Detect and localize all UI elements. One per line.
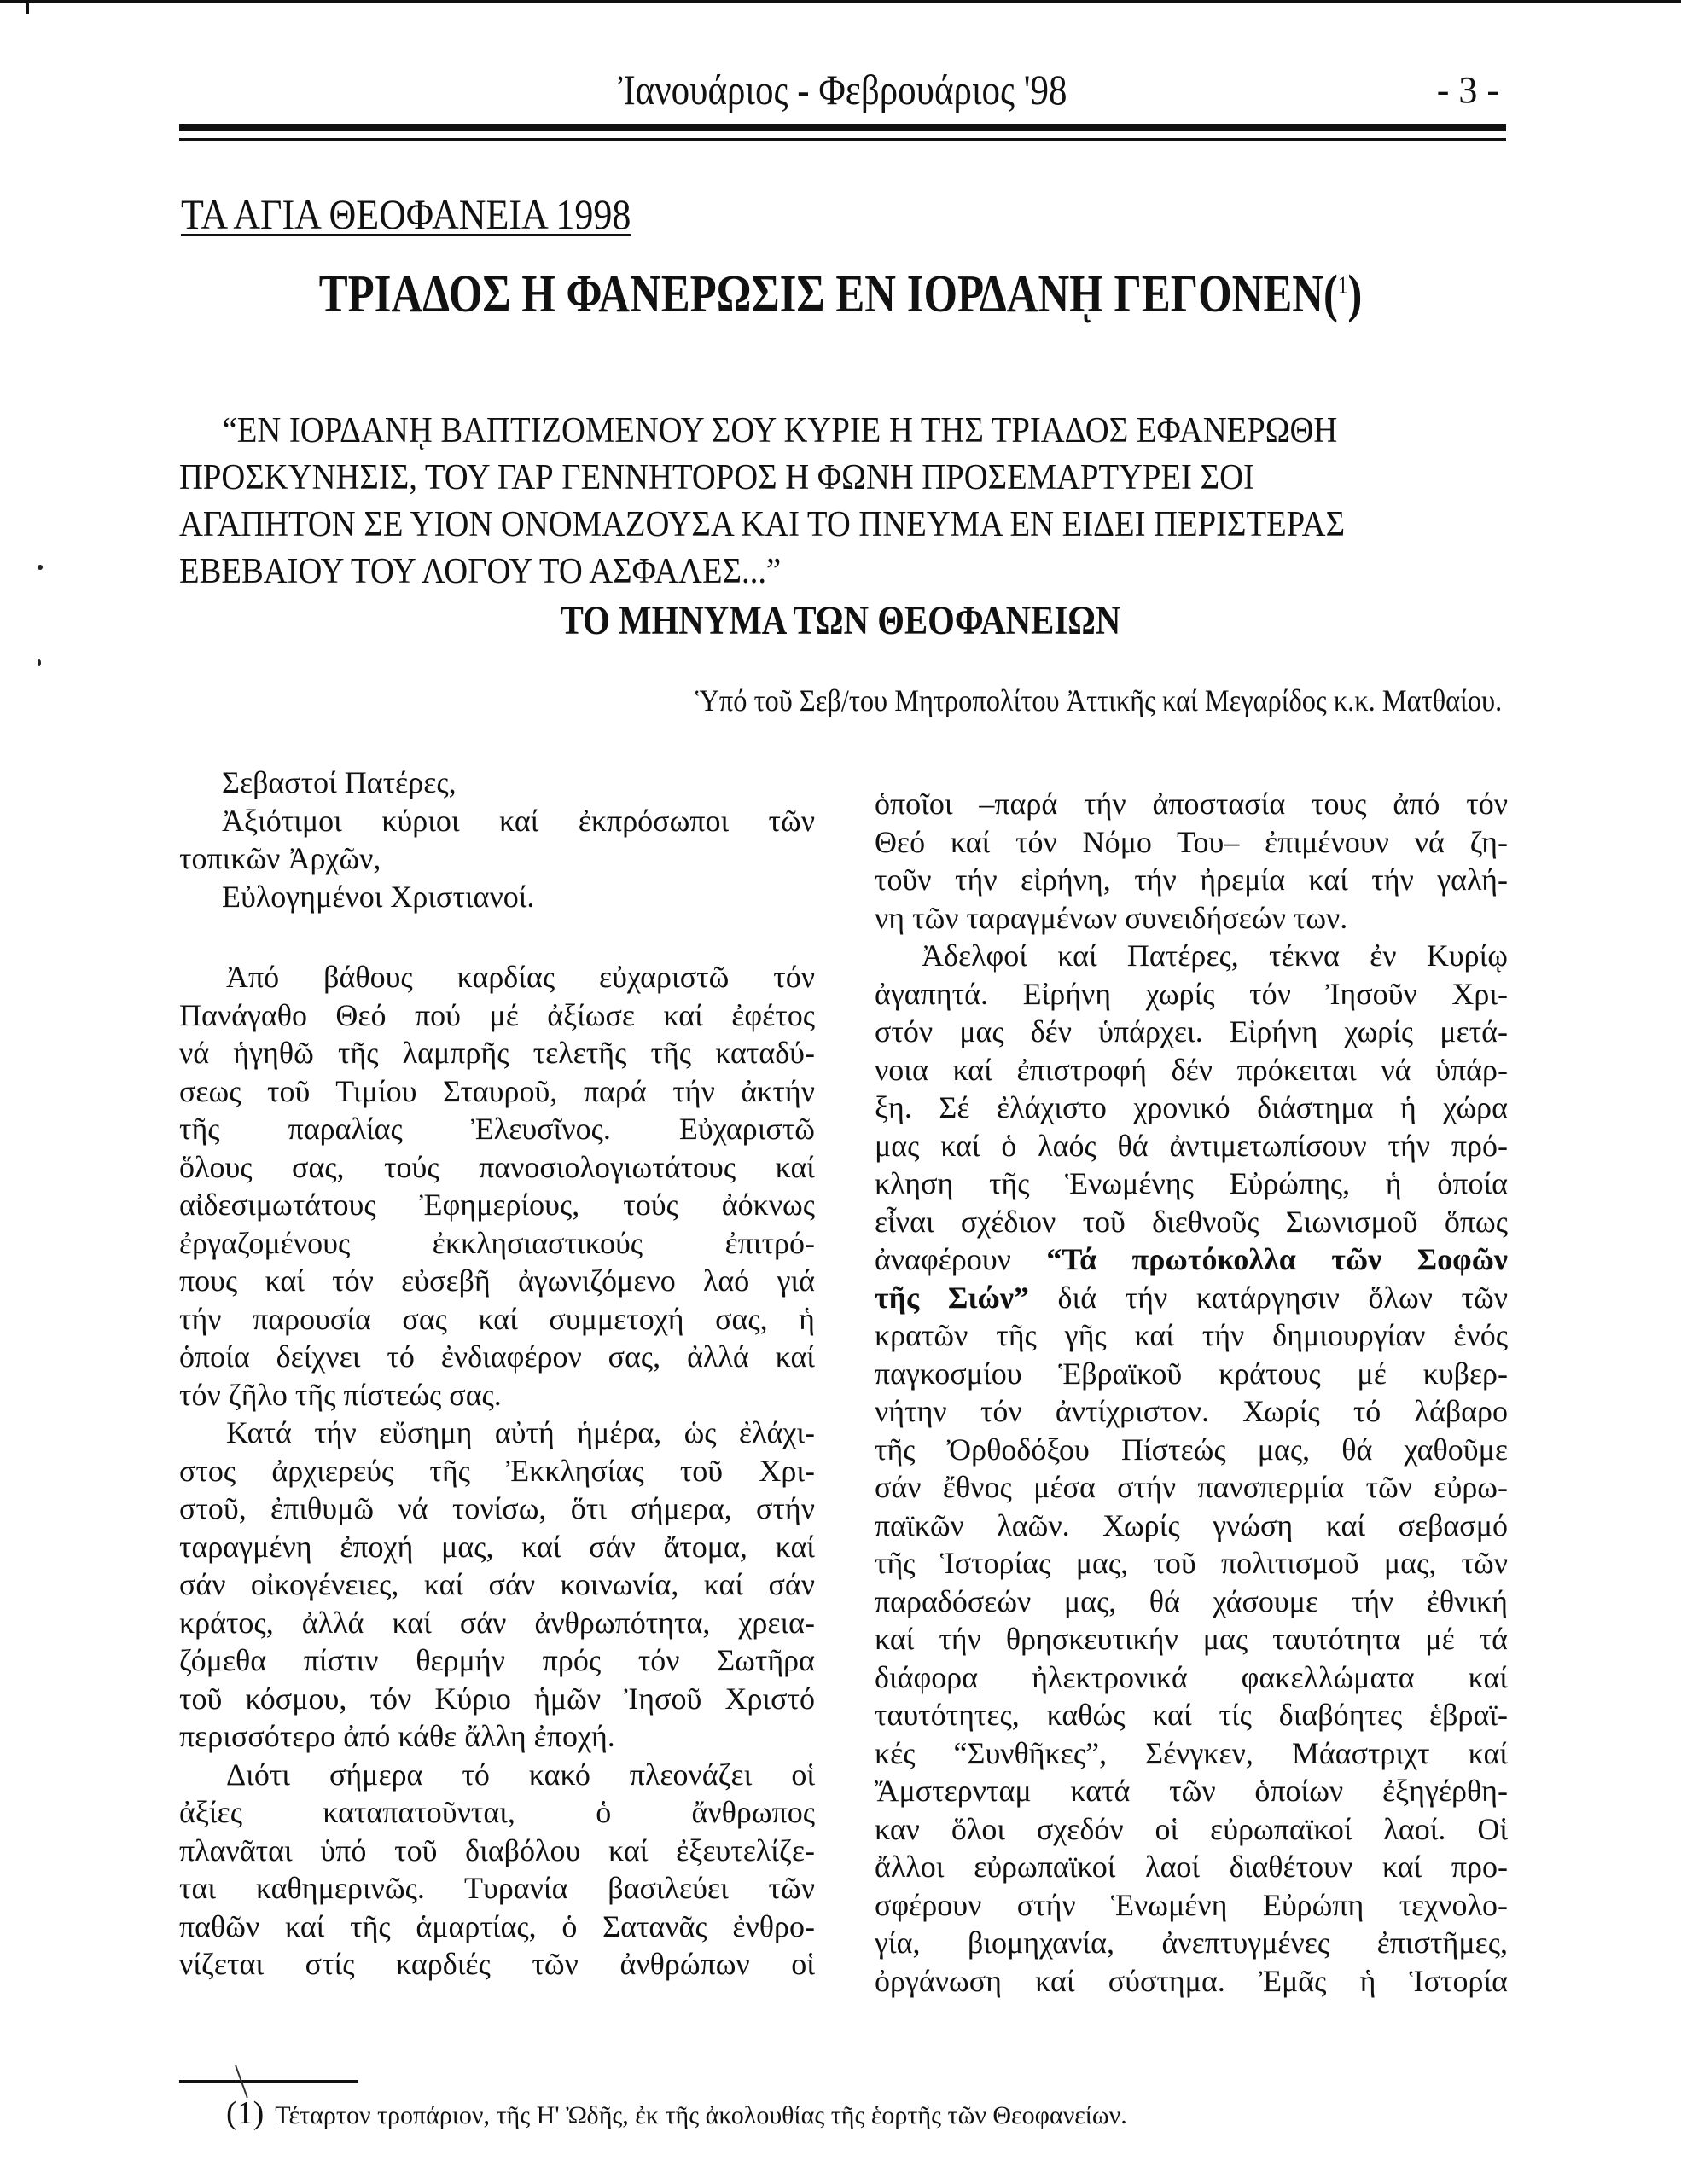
body-line: νήτην τόν ἀντίχριστον. Χωρίς τό λάβαρο	[875, 1394, 1508, 1428]
body-line: μας καί ὁ λαός θά ἀντιμετωπίσουν τήν πρό-	[875, 1128, 1508, 1163]
hymn-line: ΠΡΟΣΚΥΝΗΣΙΣ, ΤΟΥ ΓΑΡ ΓΕΝΝΗΤΟΡΟΣ Η ΦΩΝΗ ΠΡΟΣΕΜΑΡΤΥΡΕΙ ΣΟΙ	[179, 458, 1254, 497]
body-line: κρατῶν τῆς γῆς καί τήν δημιουργίαν ἑνός	[875, 1318, 1508, 1352]
body-line	[875, 1240, 1508, 1279]
body-line: σάν ἔθνος μέσα στήν πανσπερμία τῶν εὐρω-	[875, 1470, 1508, 1504]
body-line: πους καί τόν εὐσεβῆ ἀγωνιζόμενο λαό γιά	[179, 1263, 815, 1298]
body-line: Πανάγαθο Θεό πού μέ ἀξίωσε καί ἐφέτος	[179, 997, 815, 1032]
body-line: καί τήν θρησκευτικήν μας ταυτότητα μέ τά	[875, 1622, 1508, 1656]
body-line: παραδόσεών μας, θά χάσουμε τήν ἐθνική	[875, 1583, 1508, 1618]
body-line: στος ἀρχιερεύς τῆς Ἐκκλησίας τοῦ Χρι-	[179, 1453, 815, 1488]
body-line: τῆς Ὀρθοδόξου Πίστεώς μας, θά χαθοῦμε	[875, 1432, 1508, 1467]
hymn-quote	[179, 408, 1506, 595]
body-text: ἀναφέρουν	[875, 1242, 1047, 1276]
body-line: διάφορα ἠλεκτρονικά φακελλώματα καί	[875, 1659, 1508, 1694]
body-line: νά ἡγηθῶ τῆς λαμπρῆς τελετῆς τῆς καταδύ-	[179, 1036, 815, 1070]
body-line: ξη. Σέ ἐλάχιστο χρονικό διάστημα ἡ χώρα	[875, 1090, 1508, 1124]
body-line: νίζεται στίς καρδιές τῶν ἀνθρώπων οἱ	[179, 1947, 815, 1981]
running-header	[179, 65, 1506, 116]
body-line: Ἄμστερνταμ κατά τῶν ὁποίων ἐξηγέρθη-	[875, 1774, 1508, 1808]
body-line: γία, βιομηχανία, ἀνεπτυγμένες ἐπιστῆμες,	[875, 1926, 1508, 1960]
body-line: ὁποῖοι –παρά τήν ἀποστασία τους ἀπό τόν	[875, 787, 1508, 821]
scan-edge-artifact	[0, 0, 1681, 3]
body-line: σφέρουν στήν Ἑνωμένη Εὐρώπη τεχνολο-	[875, 1887, 1508, 1922]
bold-title-reference: “Τά πρωτόκολλα τῶν Σοφῶν	[1046, 1242, 1508, 1276]
body-line: Θεό καί τόν Νόμο Του– ἐπιμένουν νά ζη-	[875, 824, 1508, 859]
section-kicker: ΤΑ ΑΓΙΑ ΘΕΟΦΑΝΕΙΑ 1998	[181, 190, 631, 238]
body-line: ται καθημερινῶς. Τυρανία βασιλεύει τῶν	[179, 1871, 815, 1905]
body-line: καν ὅλοι σχεδόν οἱ εὐρωπαϊκοί λαοί. Οἱ	[875, 1811, 1508, 1846]
left-column	[179, 764, 815, 1984]
subheading: ΤΟ ΜΗΝΥΜΑ ΤΩΝ ΘΕΟΦΑΝΕΙΩΝ	[560, 598, 1121, 643]
body-line: κές “Συνθῆκες”, Σένγκεν, Μάαστριχτ καί	[875, 1735, 1508, 1770]
body-line: τῆς Ἱστορίας μας, τοῦ πολιτισμοῦ μας, τῶν	[875, 1546, 1508, 1580]
body-line: τοῦ κόσμου, τόν Κύριο ἡμῶν Ἰησοῦ Χριστό	[179, 1681, 815, 1716]
body-line: αἰδεσιμωτάτους Ἐφημερίους, τούς ἀόκνως	[179, 1188, 815, 1222]
body-line: κληση τῆς Ἑνωμένης Εὐρώπης, ἡ ὁποία	[875, 1166, 1508, 1200]
body-line: ζόμεθα πίστιν θερμήν πρός τόν Σωτῆρα	[179, 1643, 815, 1677]
right-body	[875, 785, 1508, 2000]
body-line: Διότι σήμερα τό κακό πλεονάζει οἱ	[226, 1757, 815, 1792]
body-line: ὅλους σας, τούς πανοσιολογιωτάτους καί	[179, 1149, 815, 1184]
footnote-ref: 1	[1337, 272, 1348, 299]
body-line: κράτος, ἀλλά καί σάν ἀνθρωπότητα, χρεια-	[179, 1605, 815, 1640]
footnote-text: Τέταρτον τροπάριον, τῆς Η' Ὠδῆς, ἐκ τῆς ἀκολουθίας τῆς ἑορτῆς τῶν Θεοφανείων.	[275, 2101, 1127, 2129]
body-line: ὀργάνωση καί σύστημα. Ἐμᾶς ἡ Ἱστορία	[875, 1963, 1508, 1998]
body-line: τῆς παραλίας Ἐλευσῖνος. Εὐχαριστῶ	[179, 1112, 815, 1146]
hymn-line: ΑΓΑΠΗΤΟΝ ΣΕ ΥΙΟΝ ΟΝΟΜΑΖΟΥΣΑ ΚΑΙ ΤΟ ΠΝΕΥΜΑ ΕΝ ΕΙΔΕΙ ΠΕΡΙΣΤΕΡΑΣ	[179, 505, 1346, 544]
greeting-line: τοπικῶν Ἀρχῶν,	[179, 841, 381, 875]
body-line: τήν παρουσία σας καί συμμετοχή σας, ἡ	[179, 1301, 815, 1336]
article-title	[151, 264, 1529, 325]
body-line: παϊκῶν λαῶν. Χωρίς γνώση καί σεβασμό	[875, 1507, 1508, 1542]
body-line: σεως τοῦ Τιμίου Σταυροῦ, παρά τήν ἀκτήν	[179, 1073, 815, 1108]
body-line: στόν μας δέν ὑπάρχει. Εἰρήνη χωρίς μετά-	[875, 1014, 1508, 1048]
greeting-line: Σεβαστοί Πατέρες,	[222, 765, 457, 799]
body-text: διά τήν κατάργησιν ὅλων τῶν	[1028, 1280, 1509, 1315]
article-title-text: ΤΡΙΑΔΟΣ Η ΦΑΝΕΡΩΣΙΣ ΕΝ ΙΟΡΔΑΝῌ ΓΕΓΟΝΕΝ(	[318, 265, 1338, 323]
scan-speck	[38, 565, 43, 570]
body-line: Κατά τήν εὔσημη αὐτή ἡμέρα, ὡς ἐλάχι-	[226, 1415, 815, 1449]
body-line: σάν οἰκογένειες, καί σάν κοινωνία, καί σάν	[179, 1567, 815, 1601]
body-line: νοια καί ἐπιστροφή δέν πρόκειται νά ὑπάρ-	[875, 1052, 1508, 1087]
body-line: τοῦν τήν εἰρήνη, τήν ἠρεμία καί τήν γαλή-	[875, 863, 1508, 897]
body-line: ἐργαζομένους ἐκκλησιαστικούς ἐπιτρό-	[179, 1225, 815, 1260]
hymn-line: ΕΒΕΒΑΙΟΥ ΤΟΥ ΛΟΓΟΥ ΤΟ ΑΣΦΑΛΕΣ...”	[179, 552, 782, 591]
left-body	[179, 958, 815, 1984]
greeting-line: Εὐλογημένοι Χριστιανοί.	[222, 879, 535, 914]
body-line: παθῶν καί τῆς ἁμαρτίας, ὁ Σατανᾶς ἐνθρο-	[179, 1908, 815, 1943]
body-line: παγκοσμίου Ἑβραϊκοῦ κράτους μέ κυβερ-	[875, 1356, 1508, 1391]
body-line: εἶναι σχέδιον τοῦ διεθνοῦς Σιωνισμοῦ ὅπως	[875, 1204, 1508, 1239]
footnote-rule	[179, 2080, 358, 2083]
body-line: νη τῶν ταραγμένων συνειδήσεών των.	[875, 900, 1348, 935]
body-line: ὁποία δείχνει τό ἐνδιαφέρον σας, ἀλλά καί	[179, 1339, 815, 1374]
issue-date: Ἰανουάριος - Φεβρουάριος '98	[618, 66, 1067, 113]
body-line	[875, 1279, 1508, 1317]
scan-speck	[38, 659, 41, 666]
greeting-line: Ἀξιότιμοι κύριοι καί ἐκπρόσωποι τῶν	[222, 803, 815, 838]
byline: Ὑπό τοῦ Σεβ/του Μητροπολίτου Ἀττικῆς καί Μεγαρίδος κ.κ. Ματθαίου.	[695, 683, 1502, 717]
right-column	[875, 785, 1508, 2000]
bold-title-reference: τῆς Σιών”	[875, 1280, 1029, 1315]
body-line: ἀξίες καταπατοῦνται, ὁ ἄνθρωπος	[179, 1795, 815, 1829]
article-title-close: )	[1347, 265, 1363, 323]
page-number: - 3 -	[1436, 69, 1499, 111]
body-line: Ἀδελφοί καί Πατέρες, τέκνα ἐν Κυρίῳ	[922, 938, 1508, 973]
hymn-line: “ΕΝ ΙΟΡΔΑΝῌ ΒΑΠΤΙΖΟΜΕΝΟΥ ΣΟΥ ΚΥΡΙΕ Η ΤΗΣ ΤΡΙΑΔΟΣ ΕΦΑΝΕΡΩΘΗ	[222, 411, 1338, 450]
body-line: ταυτότητες, καθώς καί τίς διαβόητες ἑβραϊ-	[875, 1698, 1508, 1732]
body-line: ἀγαπητά. Εἰρήνη χωρίς τόν Ἰησοῦν Χρι-	[875, 976, 1508, 1011]
greeting	[179, 764, 815, 915]
header-rule-thick	[179, 124, 1506, 131]
footnote	[226, 2094, 1127, 2132]
footnote-number: (1)	[226, 2095, 265, 2131]
body-line: τόν ζῆλο τῆς πίστεώς σας.	[179, 1377, 502, 1412]
header-rule-thin	[179, 138, 1506, 141]
body-line: ταραγμένη ἐποχή μας, καί σάν ἄτομα, καί	[179, 1529, 815, 1564]
body-line: ἄλλοι εὐρωπαϊκοί λαοί διαθέτουν καί προ-	[875, 1850, 1508, 1884]
body-line: περισσότερο ἀπό κάθε ἄλλη ἐποχή.	[179, 1719, 615, 1753]
scan-edge-tick	[26, 0, 29, 14]
body-line: πλανᾶται ὑπό τοῦ διαβόλου καί ἐξευτελίζε-	[179, 1833, 815, 1867]
body-line: στοῦ, ἐπιθυμῶ νά τονίσω, ὅτι σήμερα, στήν	[179, 1491, 815, 1525]
body-line: Ἀπό βάθους καρδίας εὐχαριστῶ τόν	[226, 960, 815, 994]
paragraph-gap	[179, 915, 815, 958]
